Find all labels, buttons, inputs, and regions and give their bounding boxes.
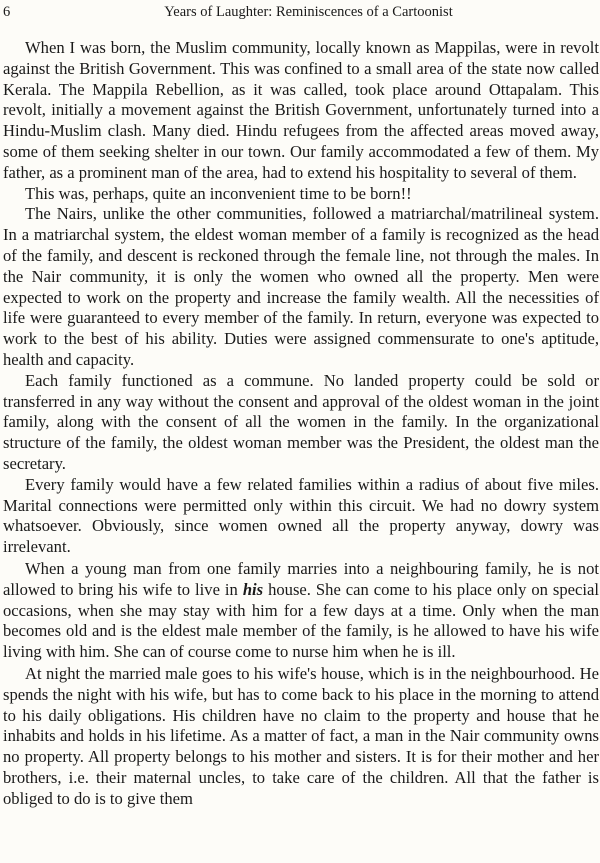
running-title: Years of Laughter: Reminiscences of a Cartoonist: [164, 4, 453, 20]
body-text: [3, 38, 599, 809]
paragraph-inconvenient-time: This was, perhaps, quite an inconvenient time to be born!!: [25, 183, 412, 203]
paragraph-mappila-rebellion: When I was born, the Muslim community, locally known as Mappilas, were in revolt against the British Government. This was confined to a small area of the state now called Kerala. The Mappila Rebellion, as it was called, took place around Ottapalam. This revolt, initially a movement against the British Government, unfortunately turned into a Hindu-Muslim clash. Many died. Hindu refugees from the affected areas moved away, some of them seeking shelter in our town. Our family accommodated a few of them. My father, as a prominent man of the area, had to extend his hospitality to several of them.: [3, 38, 599, 182]
paragraph-night-visits: At night the married male goes to his wife's house, which is in the neighbourhood. He spends the night with his wife, but has to come back to his place in the morning to attend to his daily obligations. His children have no claim to the property and house that he inhabits and holds in his lifetime. As a matter of fact, a man in the Nair community owns no property. All property belongs to his mother and sisters. It is for their mother and her brothers, i.e. their maternal uncles, to take care of the children. All that the father is obliged to do is to give them: [3, 663, 599, 808]
paragraph-nair-matriarchy: The Nairs, unlike the other communities, followed a matriarchal/matrilineal system. In a matriarchal system, the eldest woman member of a family is recognized as the head of the family, and descent is reckoned through the female line, not through the males. In the Nair community, it is only the women who owned all the property. Men were expected to work on the property and increase the family wealth. All the necessities of life were guaranteed to every member of the family. In return, everyone was expected to work to the best of his ability. Duties were assigned commensurate to one's aptitude, health and capacity.: [3, 204, 599, 369]
page-number: 6: [3, 4, 11, 20]
running-header: [3, 3, 594, 21]
paragraph-marriage-custom: When a young man from one family marries into a neighbouring family, he is not allowed to bring his wife to live in his house. She can come to his place only on special occasions, when she may stay with him for a few days at a time. Only when the man becomes old and is the eldest male member of the family, is he allowed to have his wife living with him. She can of course come to nurse him when he is ill.: [3, 558, 600, 662]
paragraph-family-commune: Each family functioned as a commune. No landed property could be sold or transferred in any way without the consent and approval of the oldest woman in the joint family, along with the consent of all the women in the family. In the organizational structure of the family, the oldest woman member was the President, the oldest man the secretary.: [3, 370, 599, 473]
emphasis-his: his: [242, 579, 264, 599]
paragraph-related-families: Every family would have a few related families within a radius of about five miles. Marital connections were permitted only within this circuit. We had no dowry system whatsoever. Obviously, since women owned all the property anyway, dowry was irrelevant.: [3, 474, 599, 557]
